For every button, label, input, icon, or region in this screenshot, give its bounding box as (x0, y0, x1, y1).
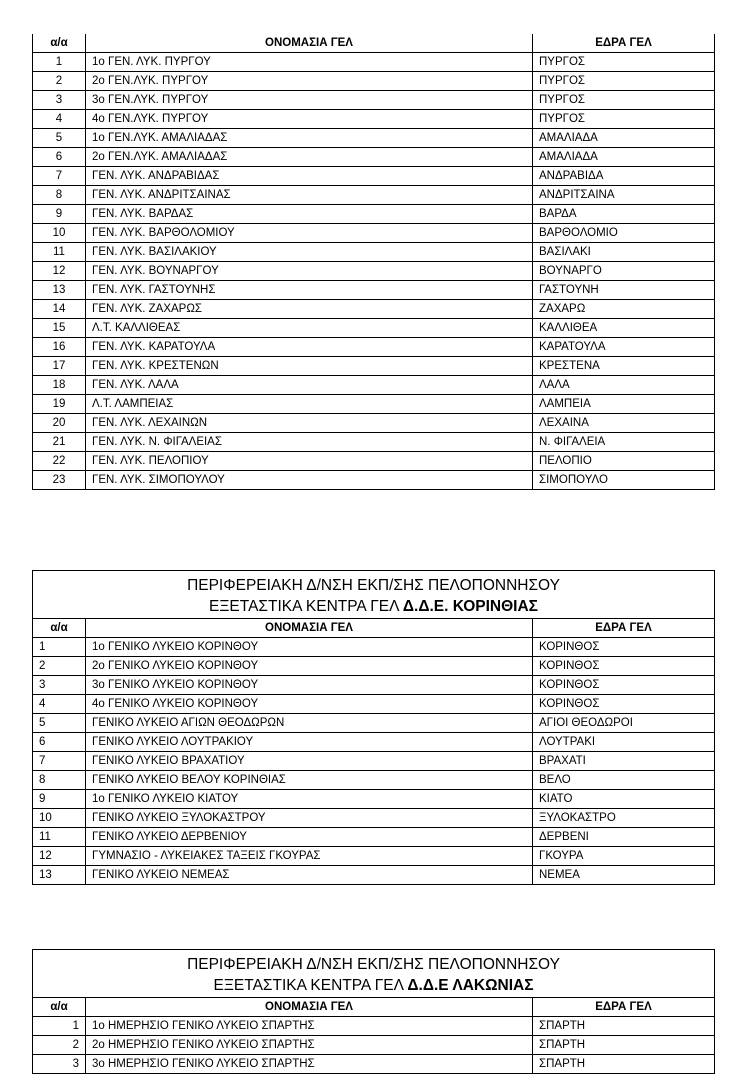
row-number-cell: 5 (33, 129, 86, 148)
row-number-cell: 1 (33, 53, 86, 72)
title-line-1: ΠΕΡΙΦΕΡΕΙΑΚΗ Δ/ΝΣΗ ΕΚΠ/ΣΗΣ ΠΕΛΟΠΟΝΝΗΣΟΥ (187, 577, 560, 594)
school-seat-cell: ΒΑΡΘΟΛΟΜΙΟ (533, 224, 715, 243)
school-seat-cell: ΠΥΡΓΟΣ (533, 91, 715, 110)
header-seat: ΕΔΡΑ ΓΕΛ (533, 34, 715, 53)
school-seat-cell: ΒΑΣΙΛΑΚΙ (533, 243, 715, 262)
table-row (33, 300, 715, 319)
row-number-cell: 23 (33, 471, 86, 490)
table-row (33, 262, 715, 281)
school-name-cell: ΓΕΝ. ΛΥΚ. ΒΑΡΘΟΛΟΜΙΟΥ (86, 224, 533, 243)
table-row (33, 319, 715, 338)
table-row (33, 205, 715, 224)
school-name-cell: ΓΕΝΙΚΟ ΛΥΚΕΙΟ ΒΡΑΧΑΤΙΟΥ (86, 752, 533, 771)
school-seat-cell: ΣΙΜΟΠΟΥΛΟ (533, 471, 715, 490)
row-number-cell: 3 (33, 676, 86, 695)
table-row (33, 809, 715, 828)
school-name-cell: ΓΕΝ. ΛΥΚ. Ν. ΦΙΓΑΛΕΙΑΣ (86, 433, 533, 452)
school-name-cell: ΓΕΝ. ΛΥΚ. ΛΕΧΑΙΝΩΝ (86, 414, 533, 433)
school-seat-cell: ΚΙΑΤΟ (533, 790, 715, 809)
school-name-cell: ΓΕΝ. ΛΥΚ. ΒΑΡΔΑΣ (86, 205, 533, 224)
header-num: α/α (33, 34, 86, 53)
ilia-schools-table (32, 34, 715, 490)
header-seat: ΕΔΡΑ ΓΕΛ (533, 619, 715, 638)
table-row (33, 376, 715, 395)
school-name-cell: 4ο ΓΕΝΙΚΟ ΛΥΚΕΙΟ ΚΟΡΙΝΘΟΥ (86, 695, 533, 714)
table-row (33, 752, 715, 771)
table-row (33, 357, 715, 376)
school-seat-cell: ΠΥΡΓΟΣ (533, 110, 715, 129)
row-number-cell: 4 (33, 695, 86, 714)
row-number-cell: 7 (33, 752, 86, 771)
table-row (33, 53, 715, 72)
row-number-cell: 7 (33, 167, 86, 186)
school-seat-cell: ΛΑΜΠΕΙΑ (533, 395, 715, 414)
school-seat-cell: ΚΑΡΑΤΟΥΛΑ (533, 338, 715, 357)
school-name-cell: ΓΥΜΝΑΣΙΟ - ΛΥΚΕΙΑΚΕΣ ΤΑΞΕΙΣ ΓΚΟΥΡΑΣ (86, 847, 533, 866)
table-row (33, 1017, 715, 1036)
table-title (33, 571, 715, 619)
table-row (33, 714, 715, 733)
table-row (33, 224, 715, 243)
row-number-cell: 1 (33, 1017, 86, 1036)
row-number-cell: 3 (33, 1055, 86, 1074)
school-name-cell: 4ο ΓΕΝ.ΛΥΚ. ΠΥΡΓΟΥ (86, 110, 533, 129)
school-seat-cell: ΛΕΧΑΙΝΑ (533, 414, 715, 433)
school-name-cell: ΓΕΝ. ΛΥΚ. ΛΑΛΑ (86, 376, 533, 395)
table-row (33, 1036, 715, 1055)
table-row (33, 243, 715, 262)
row-number-cell: 18 (33, 376, 86, 395)
table-row (33, 771, 715, 790)
school-seat-cell: ΑΜΑΛΙΑΔΑ (533, 148, 715, 167)
row-number-cell: 2 (33, 72, 86, 91)
row-number-cell: 1 (33, 638, 86, 657)
title-line-2-prefix: ΕΞΕΤΑΣΤΙΚΑ ΚΕΝΤΡΑ ΓΕΛ (209, 598, 403, 615)
table-row (33, 433, 715, 452)
header-name: ΟΝΟΜΑΣΙΑ ΓΕΛ (86, 34, 533, 53)
school-seat-cell: ΚΟΡΙΝΘΟΣ (533, 695, 715, 714)
school-name-cell: ΓΕΝΙΚΟ ΛΥΚΕΙΟ ΑΓΙΩΝ ΘΕΟΔΩΡΩΝ (86, 714, 533, 733)
table-title (33, 950, 715, 998)
row-number-cell: 21 (33, 433, 86, 452)
row-number-cell: 22 (33, 452, 86, 471)
table-row (33, 790, 715, 809)
school-name-cell: 3ο ΓΕΝ.ΛΥΚ. ΠΥΡΓΟΥ (86, 91, 533, 110)
school-seat-cell: ΑΜΑΛΙΑΔΑ (533, 129, 715, 148)
table-row (33, 828, 715, 847)
table-row (33, 167, 715, 186)
row-number-cell: 11 (33, 243, 86, 262)
row-number-cell: 10 (33, 809, 86, 828)
table-row (33, 1055, 715, 1074)
row-number-cell: 15 (33, 319, 86, 338)
row-number-cell: 8 (33, 186, 86, 205)
korinthia-schools-table (32, 570, 715, 885)
title-line-2-region: Δ.Δ.Ε ΛΑΚΩΝΙΑΣ (407, 977, 534, 994)
school-name-cell: ΓΕΝ. ΛΥΚ. ΒΟΥΝΑΡΓΟΥ (86, 262, 533, 281)
table-row (33, 866, 715, 885)
school-seat-cell: ΛΟΥΤΡΑΚΙ (533, 733, 715, 752)
table-body (33, 638, 715, 885)
school-name-cell: 3ο ΗΜΕΡΗΣΙΟ ΓΕΝΙΚΟ ΛΥΚΕΙΟ ΣΠΑΡΤΗΣ (86, 1055, 533, 1074)
title-line-1: ΠΕΡΙΦΕΡΕΙΑΚΗ Δ/ΝΣΗ ΕΚΠ/ΣΗΣ ΠΕΛΟΠΟΝΝΗΣΟΥ (187, 956, 560, 973)
row-number-cell: 9 (33, 205, 86, 224)
school-name-cell: ΓΕΝ. ΛΥΚ. ΚΡΕΣΤΕΝΩΝ (86, 357, 533, 376)
header-name: ΟΝΟΜΑΣΙΑ ΓΕΛ (86, 619, 533, 638)
table-row (33, 676, 715, 695)
table-body (33, 1017, 715, 1074)
school-seat-cell: ΠΥΡΓΟΣ (533, 72, 715, 91)
school-name-cell: ΓΕΝΙΚΟ ΛΥΚΕΙΟ ΒΕΛΟΥ ΚΟΡΙΝΘΙΑΣ (86, 771, 533, 790)
school-name-cell: 1ο ΓΕΝ.ΛΥΚ. ΑΜΑΛΙΑΔΑΣ (86, 129, 533, 148)
row-number-cell: 12 (33, 847, 86, 866)
school-name-cell: ΓΕΝΙΚΟ ΛΥΚΕΙΟ ΛΟΥΤΡΑΚΙΟΥ (86, 733, 533, 752)
table-row (33, 129, 715, 148)
school-name-cell: 2ο ΓΕΝ.ΛΥΚ. ΑΜΑΛΙΑΔΑΣ (86, 148, 533, 167)
row-number-cell: 2 (33, 657, 86, 676)
school-seat-cell: ΞΥΛΟΚΑΣΤΡΟ (533, 809, 715, 828)
row-number-cell: 6 (33, 733, 86, 752)
table-row (33, 186, 715, 205)
row-number-cell: 6 (33, 148, 86, 167)
table-row (33, 110, 715, 129)
school-seat-cell: ΠΥΡΓΟΣ (533, 53, 715, 72)
title-line-2 (33, 596, 714, 617)
school-seat-cell: ΝΕΜΕΑ (533, 866, 715, 885)
school-name-cell: 1ο ΓΕΝ. ΛΥΚ. ΠΥΡΓΟΥ (86, 53, 533, 72)
school-seat-cell: ΒΕΛΟ (533, 771, 715, 790)
table-row (33, 733, 715, 752)
school-seat-cell: ΚΟΡΙΝΘΟΣ (533, 676, 715, 695)
header-name: ΟΝΟΜΑΣΙΑ ΓΕΛ (86, 998, 533, 1017)
table-row (33, 471, 715, 490)
row-number-cell: 10 (33, 224, 86, 243)
school-seat-cell: ΚΟΡΙΝΘΟΣ (533, 657, 715, 676)
school-seat-cell: ΚΑΛΛΙΘΕΑ (533, 319, 715, 338)
school-seat-cell: ΓΑΣΤΟΥΝΗ (533, 281, 715, 300)
row-number-cell: 16 (33, 338, 86, 357)
school-seat-cell: ΑΝΔΡΑΒΙΔΑ (533, 167, 715, 186)
school-seat-cell: ΑΓΙΟΙ ΘΕΟΔΩΡΟΙ (533, 714, 715, 733)
school-name-cell: ΓΕΝΙΚΟ ΛΥΚΕΙΟ ΞΥΛΟΚΑΣΤΡΟΥ (86, 809, 533, 828)
table-header-row (33, 998, 715, 1017)
school-name-cell: ΓΕΝ. ΛΥΚ. ΒΑΣΙΛΑΚΙΟΥ (86, 243, 533, 262)
school-name-cell: ΓΕΝ. ΛΥΚ. ΣΙΜΟΠΟΥΛΟΥ (86, 471, 533, 490)
row-number-cell: 2 (33, 1036, 86, 1055)
table-row (33, 695, 715, 714)
school-seat-cell: ΠΕΛΟΠΙΟ (533, 452, 715, 471)
school-name-cell: 3ο ΓΕΝΙΚΟ ΛΥΚΕΙΟ ΚΟΡΙΝΘΟΥ (86, 676, 533, 695)
school-name-cell: 1ο ΗΜΕΡΗΣΙΟ ΓΕΝΙΚΟ ΛΥΚΕΙΟ ΣΠΑΡΤΗΣ (86, 1017, 533, 1036)
table-header-row (33, 619, 715, 638)
title-line-2-region: Δ.Δ.Ε. ΚΟΡΙΝΘΙΑΣ (402, 598, 538, 615)
title-line-2-prefix: ΕΞΕΤΑΣΤΙΚΑ ΚΕΝΤΡΑ ΓΕΛ (213, 977, 408, 994)
table-row (33, 847, 715, 866)
school-seat-cell: ΒΑΡΔΑ (533, 205, 715, 224)
school-seat-cell: ΖΑΧΑΡΩ (533, 300, 715, 319)
school-seat-cell: ΚΟΡΙΝΘΟΣ (533, 638, 715, 657)
school-seat-cell: ΛΑΛΑ (533, 376, 715, 395)
school-seat-cell: ΑΝΔΡΙΤΣΑΙΝΑ (533, 186, 715, 205)
school-seat-cell: ΣΠΑΡΤΗ (533, 1055, 715, 1074)
school-name-cell: ΓΕΝ. ΛΥΚ. ΠΕΛΟΠΙΟΥ (86, 452, 533, 471)
school-name-cell: ΓΕΝ. ΛΥΚ. ΑΝΔΡΙΤΣΑΙΝΑΣ (86, 186, 533, 205)
table-title-row (33, 950, 715, 998)
table-row (33, 281, 715, 300)
table-row (33, 414, 715, 433)
school-name-cell: ΓΕΝ. ΛΥΚ. ΑΝΔΡΑΒΙΔΑΣ (86, 167, 533, 186)
school-seat-cell: ΒΡΑΧΑΤΙ (533, 752, 715, 771)
school-seat-cell: ΣΠΑΡΤΗ (533, 1036, 715, 1055)
school-seat-cell: ΣΠΑΡΤΗ (533, 1017, 715, 1036)
table-row (33, 452, 715, 471)
table-row (33, 638, 715, 657)
row-number-cell: 11 (33, 828, 86, 847)
row-number-cell: 3 (33, 91, 86, 110)
school-name-cell: 1ο ΓΕΝΙΚΟ ΛΥΚΕΙΟ ΚΙΑΤΟΥ (86, 790, 533, 809)
school-name-cell: ΓΕΝ. ΛΥΚ. ΓΑΣΤΟΥΝΗΣ (86, 281, 533, 300)
row-number-cell: 4 (33, 110, 86, 129)
table-row (33, 91, 715, 110)
school-name-cell: 2ο ΓΕΝΙΚΟ ΛΥΚΕΙΟ ΚΟΡΙΝΘΟΥ (86, 657, 533, 676)
row-number-cell: 14 (33, 300, 86, 319)
school-name-cell: ΓΕΝΙΚΟ ΛΥΚΕΙΟ ΝΕΜΕΑΣ (86, 866, 533, 885)
school-name-cell: 2ο ΗΜΕΡΗΣΙΟ ΓΕΝΙΚΟ ΛΥΚΕΙΟ ΣΠΑΡΤΗΣ (86, 1036, 533, 1055)
table-row (33, 395, 715, 414)
lakonia-schools-table (32, 949, 715, 1074)
header-seat: ΕΔΡΑ ΓΕΛ (533, 998, 715, 1017)
row-number-cell: 20 (33, 414, 86, 433)
row-number-cell: 13 (33, 281, 86, 300)
row-number-cell: 17 (33, 357, 86, 376)
table-header-row (33, 34, 715, 53)
table-row (33, 148, 715, 167)
header-num: α/α (33, 619, 86, 638)
row-number-cell: 13 (33, 866, 86, 885)
school-seat-cell: Ν. ΦΙΓΑΛΕΙΑ (533, 433, 715, 452)
school-name-cell: 1ο ΓΕΝΙΚΟ ΛΥΚΕΙΟ ΚΟΡΙΝΘΟΥ (86, 638, 533, 657)
row-number-cell: 9 (33, 790, 86, 809)
table-row (33, 657, 715, 676)
school-seat-cell: ΔΕΡΒΕΝΙ (533, 828, 715, 847)
row-number-cell: 5 (33, 714, 86, 733)
school-name-cell: Λ.Τ. ΛΑΜΠΕΙΑΣ (86, 395, 533, 414)
school-name-cell: ΓΕΝ. ΛΥΚ. ΚΑΡΑΤΟΥΛΑ (86, 338, 533, 357)
header-num: α/α (33, 998, 86, 1017)
school-name-cell: ΓΕΝ. ΛΥΚ. ΖΑΧΑΡΩΣ (86, 300, 533, 319)
table-title-row (33, 571, 715, 619)
row-number-cell: 19 (33, 395, 86, 414)
row-number-cell: 8 (33, 771, 86, 790)
school-seat-cell: ΚΡΕΣΤΕΝΑ (533, 357, 715, 376)
school-seat-cell: ΒΟΥΝΑΡΓΟ (533, 262, 715, 281)
school-name-cell: ΓΕΝΙΚΟ ΛΥΚΕΙΟ ΔΕΡΒΕΝΙΟΥ (86, 828, 533, 847)
table-row (33, 72, 715, 91)
school-name-cell: 2ο ΓΕΝ.ΛΥΚ. ΠΥΡΓΟΥ (86, 72, 533, 91)
school-name-cell: Λ.Τ. ΚΑΛΛΙΘΕΑΣ (86, 319, 533, 338)
row-number-cell: 12 (33, 262, 86, 281)
title-line-2 (33, 975, 714, 996)
school-seat-cell: ΓΚΟΥΡΑ (533, 847, 715, 866)
table-body (33, 53, 715, 490)
table-row (33, 338, 715, 357)
